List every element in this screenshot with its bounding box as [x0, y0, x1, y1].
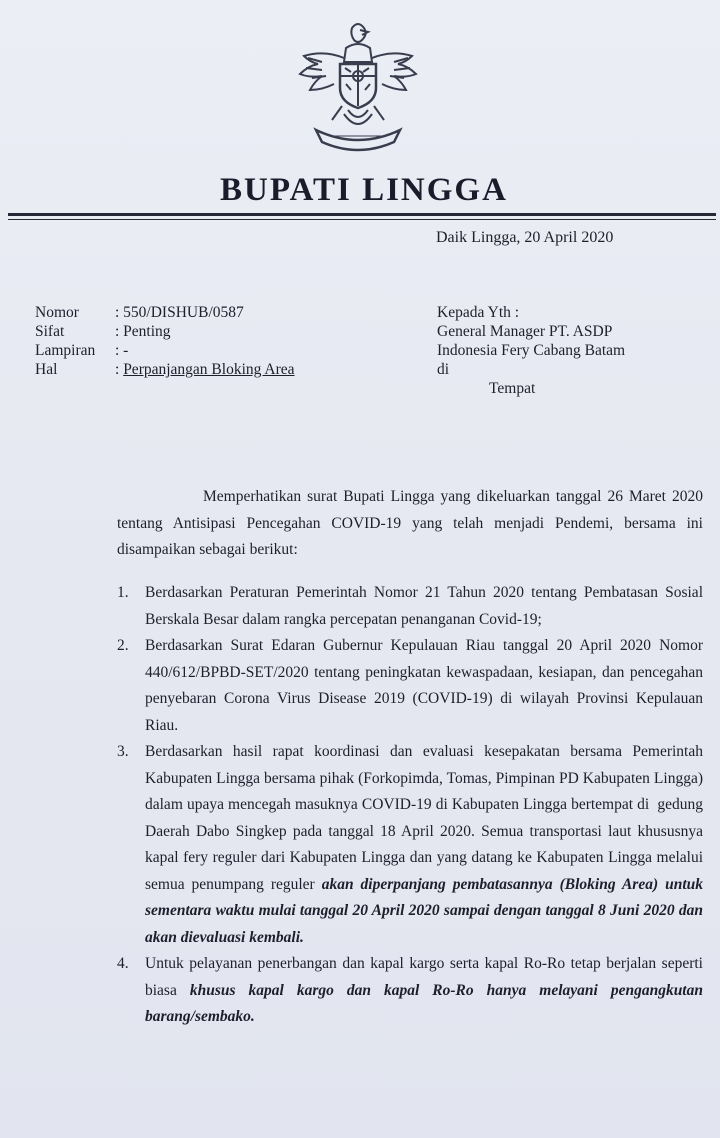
list-item [117, 580, 703, 633]
meta-colon: : [115, 361, 124, 378]
meta-row-hal [35, 360, 295, 379]
meta-value: : Penting [115, 323, 171, 340]
recipient-block [437, 303, 625, 398]
letter-meta [35, 303, 295, 379]
header-divider-thin [8, 219, 716, 220]
recipient-line: General Manager PT. ASDP [437, 323, 613, 340]
meta-value [115, 360, 295, 379]
recipient-line: Kepada Yth : [437, 304, 520, 321]
recipient-line: di [437, 361, 450, 378]
meta-row-lampiran [35, 341, 295, 360]
list-number: 4. [117, 955, 129, 972]
list-text: Berdasarkan Peraturan Pemerintah Nomor 21 Tahun 2020 tentang Pembatasan Sosial Berskala Besar dalam rangka percepatan penanganan Covid-19; [145, 584, 703, 628]
recipient-line: Indonesia Fery Cabang Batam [437, 342, 626, 359]
meta-label: Lampiran [35, 342, 96, 359]
list-number: 2. [117, 637, 129, 654]
meta-row-nomor [35, 303, 295, 322]
list-text: Berdasarkan hasil rapat koordinasi dan evaluasi kesepakatan bersama Pemerintah Kabupaten Lingga bersama pihak (Forkopimda, Tomas, Pimpinan PD Kabupaten Lingga) dalam upaya mencegah masuknya COVID-19 di Kabupaten Lingga bertempat di gedung Daerah Dabo Singkep pada tanggal 18 April 2020. Semua transportasi laut khususnya kapal fery reguler dari Kabupaten Lingga dan yang datang ke Kabupaten Lingga melalui semua penumpang reguler [145, 743, 707, 893]
subject-value: Perpanjangan Bloking Area [123, 361, 295, 378]
meta-label: Sifat [35, 323, 65, 340]
letter-body [117, 484, 703, 564]
meta-label: Hal [35, 361, 58, 378]
list-text: Untuk pelayanan penerbangan dan kapal kargo serta kapal Ro-Ro tetap berjalan seperti biasa [145, 955, 707, 999]
letter-date: Daik Lingga, 20 April 2020 [436, 229, 614, 246]
list-number: 3. [117, 743, 129, 760]
recipient-line: Tempat [489, 380, 536, 397]
list-emphasis: khusus kapal kargo dan kapal Ro-Ro hanya melayani pengangkutan barang/sembako. [145, 981, 703, 1025]
list-emphasis: akan diperpanjang pembatasannya (Bloking Area) untuk sementara waktu mulai tanggal 20 April 2020 sampai dengan tanggal 8 Juni 2020 dan akan dievaluasi kembali. [145, 875, 703, 946]
list-item [117, 739, 707, 951]
meta-label: Nomor [35, 304, 79, 321]
meta-row-sifat [35, 322, 295, 341]
meta-value: : 550/DISHUB/0587 [115, 304, 244, 321]
intro-paragraph: Memperhatikan surat Bupati Lingga yang dikeluarkan tanggal 26 Maret 2020 tentang Antisipasi Pencegahan COVID-19 yang telah menjadi Pendemi, bersama ini disampaikan sebagai berikut: [117, 488, 703, 558]
header-divider-thick [8, 213, 716, 216]
points-list [117, 580, 707, 1031]
page-title: BUPATI LINGGA [220, 172, 508, 208]
list-number: 1. [117, 584, 129, 601]
garuda-emblem-icon [290, 18, 426, 166]
list-item [117, 951, 707, 1031]
list-item [117, 633, 703, 739]
list-text: Berdasarkan Surat Edaran Gubernur Kepulauan Riau tanggal 20 April 2020 Nomor 440/612/BPBD-SET/2020 tentang peningkatan kewaspadaan, kesiapan, dan pencegahan penyebaran Corona Virus Disease 2019 (COVID-19) di wilayah Provinsi Kepulauan Riau. [145, 637, 703, 734]
meta-value: : - [115, 342, 129, 359]
